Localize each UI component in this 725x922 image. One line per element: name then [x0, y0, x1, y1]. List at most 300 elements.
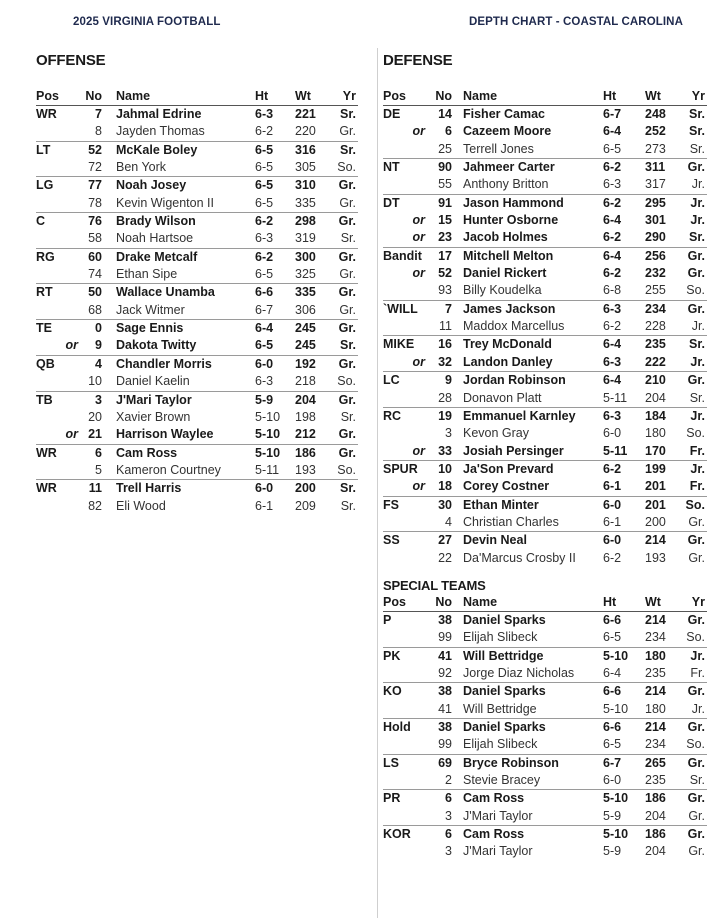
name-header: Name [463, 595, 498, 609]
player-row [383, 825, 707, 843]
or-marker: or [65, 338, 78, 353]
player-name: Stevie Bracey [463, 773, 541, 788]
jersey-number: 6 [95, 445, 102, 460]
player-name: Drake Metcalf [116, 249, 198, 264]
player-name: Ethan Minter [463, 497, 539, 512]
jersey-number: 90 [438, 160, 452, 175]
player-year: Sr. [689, 390, 705, 405]
player-name: Trey McDonald [463, 337, 552, 352]
player-height: 6-3 [255, 374, 274, 389]
player-height: 6-4 [603, 337, 622, 352]
player-row [383, 247, 707, 265]
player-name: Noah Josey [116, 178, 187, 193]
player-height: 6-0 [603, 497, 622, 512]
jersey-number: 72 [88, 160, 102, 175]
position-label: SPUR [383, 461, 418, 476]
player-row [383, 772, 707, 789]
player-year: Gr. [338, 249, 356, 264]
player-height: 6-5 [255, 267, 274, 282]
position-label: PR [383, 791, 401, 806]
jersey-number: 15 [438, 213, 452, 228]
player-name: Jason Hammond [463, 195, 564, 210]
ht-header: Ht [603, 595, 617, 609]
player-year: Jr. [691, 701, 705, 716]
player-year: Gr. [687, 613, 705, 627]
player-row [383, 531, 707, 549]
player-height: 6-5 [255, 160, 274, 175]
jersey-number: 6 [445, 124, 452, 139]
player-year: Gr. [688, 808, 705, 823]
player-height: 6-7 [255, 302, 274, 317]
player-name: Christian Charles [463, 514, 559, 529]
player-weight: 234 [645, 301, 666, 316]
player-height: 5-9 [603, 808, 622, 823]
position-label: DE [383, 107, 401, 121]
player-row [383, 665, 707, 682]
player-year: Gr. [687, 160, 705, 175]
player-name: Elijah Slibeck [463, 737, 538, 752]
jersey-number: 30 [438, 497, 452, 512]
jersey-number: 2 [445, 773, 452, 788]
player-row [383, 701, 707, 718]
player-row [383, 647, 707, 665]
player-height: 6-6 [255, 285, 274, 300]
player-height: 6-2 [603, 550, 622, 565]
player-weight: 301 [645, 213, 666, 228]
player-row [383, 371, 707, 389]
player-row [36, 141, 358, 159]
player-weight: 186 [645, 791, 666, 806]
player-name: James Jackson [463, 301, 556, 316]
player-year: Gr. [687, 791, 705, 806]
jersey-number: 3 [445, 844, 452, 859]
player-name: Emmanuel Karnley [463, 408, 576, 423]
player-weight: 212 [295, 427, 316, 442]
player-row [36, 409, 358, 426]
player-height: 6-6 [603, 684, 622, 699]
player-row [383, 390, 707, 407]
player-row [383, 141, 707, 158]
jersey-number: 93 [438, 283, 452, 298]
player-row [383, 514, 707, 531]
name-header: Name [463, 89, 498, 103]
player-year: So. [685, 497, 705, 512]
player-name: Anthony Britton [463, 177, 549, 192]
jersey-number: 76 [88, 214, 102, 229]
jersey-number: 9 [95, 338, 102, 353]
player-height: 5-9 [603, 844, 622, 859]
player-row [383, 176, 707, 193]
offense-table [36, 88, 358, 515]
player-name: Eli Wood [116, 498, 166, 513]
player-weight: 204 [645, 390, 666, 405]
player-year: Gr. [687, 720, 705, 735]
player-name: Billy Koudelka [463, 283, 542, 298]
player-weight: 204 [645, 844, 666, 859]
player-height: 6-3 [603, 177, 622, 192]
player-weight: 201 [645, 497, 666, 512]
player-year: Jr. [690, 195, 705, 210]
or-marker: or [412, 479, 425, 494]
player-row [383, 335, 707, 353]
jersey-number: 52 [438, 266, 452, 281]
yr-header: Yr [691, 595, 705, 609]
player-weight: 222 [645, 354, 666, 369]
player-weight: 170 [645, 443, 666, 458]
player-name: Xavier Brown [116, 409, 191, 424]
table-header-row [383, 594, 707, 612]
position-label: DT [383, 195, 400, 210]
position-label: LG [36, 178, 54, 193]
player-row [383, 629, 707, 646]
player-height: 6-1 [603, 479, 622, 494]
player-year: Gr. [687, 373, 705, 388]
player-year: Gr. [687, 533, 705, 548]
player-weight: 235 [645, 666, 666, 681]
player-name: Daniel Sparks [463, 684, 546, 699]
player-height: 6-5 [255, 338, 274, 353]
document-header-right: DEPTH CHART - COASTAL CAROLINA [468, 16, 683, 28]
position-label: C [36, 214, 46, 229]
position-label: LC [383, 373, 400, 388]
player-height: 6-2 [255, 124, 274, 139]
player-year: So. [686, 426, 705, 441]
player-row [383, 843, 707, 860]
player-name: McKale Boley [116, 142, 198, 157]
player-row [36, 426, 358, 443]
position-label: TB [36, 392, 53, 407]
player-row [383, 265, 707, 282]
player-row [383, 754, 707, 772]
or-marker: or [412, 124, 425, 139]
player-year: Gr. [339, 195, 356, 210]
player-name: Donavon Platt [463, 390, 542, 405]
player-height: 6-2 [603, 319, 622, 334]
player-year: Gr. [339, 267, 356, 282]
special-teams-section-title: SPECIAL TEAMS [383, 578, 486, 593]
position-label: RT [36, 285, 53, 300]
player-row [36, 283, 358, 301]
no-header: No [435, 595, 452, 609]
player-height: 5-10 [255, 427, 281, 442]
player-name: Wallace Unamba [116, 285, 215, 300]
player-name: Cam Ross [463, 791, 525, 806]
player-name: Daniel Kaelin [116, 374, 190, 389]
player-height: 6-2 [255, 249, 274, 264]
player-weight: 214 [645, 720, 666, 735]
player-height: 6-1 [603, 514, 622, 529]
ht-header: Ht [255, 89, 269, 103]
player-name: Jahmeer Carter [463, 160, 555, 175]
player-row [36, 373, 358, 390]
player-year: Gr. [339, 124, 356, 139]
table-header-row [36, 88, 358, 106]
player-year: So. [337, 160, 356, 175]
player-weight: 295 [645, 195, 666, 210]
jersey-number: 68 [88, 302, 102, 317]
player-year: Sr. [689, 141, 705, 156]
player-row [383, 443, 707, 460]
player-row [36, 319, 358, 337]
player-year: So. [686, 630, 705, 645]
position-label: MIKE [383, 337, 415, 352]
player-name: Daniel Sparks [463, 613, 546, 627]
player-weight: 319 [295, 231, 316, 246]
player-weight: 325 [295, 267, 316, 282]
player-name: Ja'Son Prevard [463, 461, 554, 476]
player-height: 6-4 [603, 213, 622, 228]
jersey-number: 6 [445, 791, 452, 806]
player-name: Will Bettridge [463, 701, 537, 716]
player-year: Jr. [690, 408, 705, 423]
player-name: Kevon Gray [463, 426, 530, 441]
jersey-number: 11 [88, 481, 102, 496]
player-name: Jacob Holmes [463, 230, 548, 245]
player-year: Sr. [340, 142, 356, 157]
player-row [383, 194, 707, 212]
player-height: 5-11 [603, 390, 628, 405]
player-weight: 193 [295, 462, 316, 477]
player-weight: 186 [645, 827, 666, 842]
player-height: 6-2 [603, 266, 622, 281]
defense-section-title: DEFENSE [383, 52, 453, 69]
player-year: Gr. [338, 427, 356, 442]
player-name: Cazeem Moore [463, 124, 552, 139]
player-name: Chandler Morris [116, 356, 212, 371]
player-year: Gr. [687, 755, 705, 770]
player-weight: 252 [645, 124, 666, 139]
jersey-number: 33 [438, 443, 452, 458]
player-name: Corey Costner [463, 479, 550, 494]
player-name: Daniel Rickert [463, 266, 547, 281]
player-height: 6-2 [603, 195, 622, 210]
player-name: Josiah Persinger [463, 443, 564, 458]
jersey-number: 99 [438, 737, 452, 752]
jersey-number: 10 [438, 461, 452, 476]
player-row [36, 195, 358, 212]
player-weight: 317 [645, 177, 666, 192]
player-weight: 193 [645, 550, 666, 565]
jersey-number: 6 [445, 827, 452, 842]
player-year: Gr. [688, 550, 705, 565]
jersey-number: 5 [95, 462, 102, 477]
position-label: LT [36, 142, 51, 157]
player-name: Bryce Robinson [463, 755, 559, 770]
player-row [383, 808, 707, 825]
or-marker: or [412, 230, 425, 245]
player-height: 6-3 [603, 301, 622, 316]
player-weight: 256 [645, 248, 666, 263]
jersey-number: 74 [88, 267, 102, 282]
player-weight: 265 [645, 755, 666, 770]
position-label: Hold [383, 720, 411, 735]
player-weight: 306 [295, 302, 316, 317]
position-label: WR [36, 481, 57, 496]
player-height: 6-3 [603, 408, 622, 423]
jersey-number: 99 [438, 630, 452, 645]
player-height: 5-10 [603, 648, 629, 663]
player-row [36, 176, 358, 194]
player-row [383, 550, 707, 567]
defense-table [383, 88, 707, 567]
player-name: Jordan Robinson [463, 373, 566, 388]
player-height: 6-7 [603, 107, 622, 121]
player-height: 6-6 [603, 613, 622, 627]
player-weight: 221 [295, 107, 316, 121]
player-weight: 214 [645, 533, 666, 548]
player-name: Dakota Twitty [116, 338, 197, 353]
jersey-number: 41 [438, 648, 452, 663]
player-year: Sr. [689, 230, 705, 245]
jersey-number: 4 [445, 514, 452, 529]
player-name: Maddox Marcellus [463, 319, 565, 334]
jersey-number: 21 [88, 427, 102, 442]
player-row [36, 479, 358, 497]
player-row [36, 159, 358, 176]
player-year: Fr. [689, 479, 705, 494]
player-height: 6-2 [255, 214, 274, 229]
position-label: NT [383, 160, 400, 175]
player-height: 6-4 [603, 248, 622, 263]
position-label: Bandit [383, 248, 422, 263]
player-name: Kameron Courtney [116, 462, 221, 477]
player-height: 5-10 [603, 827, 629, 842]
player-year: Jr. [691, 177, 705, 192]
player-weight: 248 [645, 107, 666, 121]
player-weight: 310 [295, 178, 316, 193]
player-weight: 180 [645, 648, 666, 663]
position-label: `WILL [383, 301, 418, 316]
position-label: LS [383, 755, 399, 770]
player-year: Sr. [340, 409, 356, 424]
player-row [36, 248, 358, 266]
jersey-number: 19 [438, 408, 452, 423]
position-label: PK [383, 648, 401, 663]
player-weight: 220 [295, 124, 316, 139]
player-name: Trell Harris [116, 481, 182, 496]
or-marker: or [412, 213, 425, 228]
jersey-number: 38 [438, 720, 452, 735]
player-year: Jr. [691, 319, 705, 334]
player-year: Jr. [690, 461, 705, 476]
document-header-left: 2025 VIRGINIA FOOTBALL [73, 16, 221, 28]
player-height: 5-10 [255, 409, 281, 424]
player-height: 6-2 [603, 461, 622, 476]
jersey-number: 50 [88, 285, 102, 300]
or-marker: or [412, 354, 425, 369]
player-year: Gr. [338, 285, 356, 300]
player-row [36, 212, 358, 230]
player-height: 6-0 [255, 356, 274, 371]
player-name: Harrison Waylee [116, 427, 214, 442]
player-weight: 235 [645, 337, 666, 352]
player-year: Gr. [688, 844, 705, 859]
player-weight: 228 [645, 319, 666, 334]
player-year: Gr. [687, 684, 705, 699]
jersey-number: 41 [438, 701, 452, 716]
jersey-number: 23 [438, 230, 452, 245]
player-name: Daniel Sparks [463, 720, 546, 735]
player-height: 6-5 [255, 195, 274, 210]
player-weight: 201 [645, 479, 666, 494]
player-year: Gr. [338, 392, 356, 407]
player-name: Elijah Slibeck [463, 630, 538, 645]
jersey-number: 38 [438, 684, 452, 699]
jersey-number: 27 [438, 533, 452, 548]
player-row [383, 106, 707, 123]
player-year: Gr. [687, 301, 705, 316]
player-height: 6-0 [255, 481, 274, 496]
player-row [383, 318, 707, 335]
player-row [36, 302, 358, 319]
jersey-number: 3 [95, 392, 102, 407]
jersey-number: 55 [438, 177, 452, 192]
player-name: Brady Wilson [116, 214, 196, 229]
player-height: 6-0 [603, 533, 622, 548]
player-name: Noah Hartsoe [116, 231, 194, 246]
player-height: 6-3 [255, 107, 274, 121]
jersey-number: 17 [438, 248, 452, 263]
player-row [383, 300, 707, 318]
jersey-number: 52 [88, 142, 102, 157]
player-year: Sr. [689, 124, 705, 139]
player-year: Sr. [340, 107, 356, 121]
player-year: Gr. [338, 356, 356, 371]
player-name: Ben York [116, 160, 167, 175]
player-year: Sr. [689, 337, 705, 352]
player-name: Da'Marcus Crosby II [463, 550, 576, 565]
jersey-number: 18 [438, 479, 452, 494]
player-weight: 311 [645, 160, 666, 175]
player-year: Sr. [689, 107, 705, 121]
player-year: Sr. [689, 773, 705, 788]
player-row [36, 337, 358, 354]
player-weight: 186 [295, 445, 316, 460]
player-weight: 300 [295, 249, 316, 264]
position-label: KO [383, 684, 402, 699]
column-divider [377, 48, 378, 918]
jersey-number: 32 [438, 354, 452, 369]
player-year: Sr. [340, 338, 356, 353]
player-weight: 214 [645, 613, 666, 627]
wt-header: Wt [295, 89, 311, 103]
player-height: 6-8 [603, 283, 622, 298]
player-row [383, 425, 707, 442]
player-weight: 245 [295, 321, 316, 336]
player-row [383, 612, 707, 629]
player-weight: 298 [295, 214, 316, 229]
jersey-number: 8 [95, 124, 102, 139]
player-weight: 218 [295, 374, 316, 389]
player-weight: 335 [295, 285, 316, 300]
player-row [36, 498, 358, 515]
position-label: RC [383, 408, 402, 423]
player-name: Terrell Jones [463, 141, 534, 156]
player-height: 6-0 [603, 773, 622, 788]
player-row [383, 212, 707, 229]
player-weight: 273 [645, 141, 666, 156]
jersey-number: 3 [445, 426, 452, 441]
player-year: So. [686, 737, 705, 752]
player-row [383, 354, 707, 371]
player-height: 5-11 [255, 462, 280, 477]
jersey-number: 11 [439, 319, 452, 334]
player-row [383, 407, 707, 425]
pos-header: Pos [383, 595, 406, 609]
or-marker: or [65, 427, 78, 442]
player-weight: 316 [295, 142, 316, 157]
player-year: So. [337, 374, 356, 389]
